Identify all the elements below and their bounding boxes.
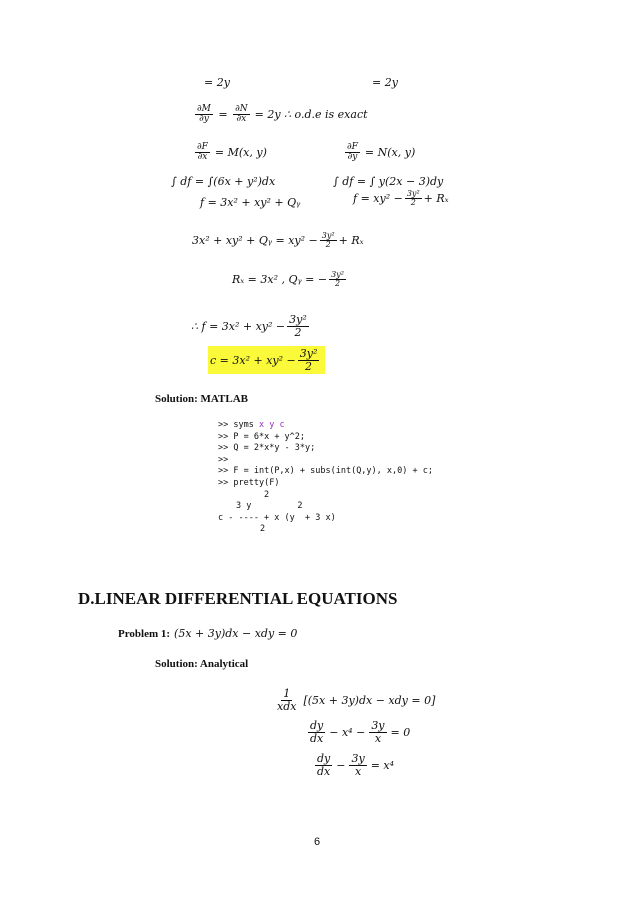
solution-analytical-label: Solution: Analytical (155, 658, 249, 670)
therefore-f: ∴ f = 3x² + xy² − $\frac{\text{3y²}}{2}$ (191, 313, 307, 339)
dx: ∂x (236, 114, 247, 125)
code-line: >> P = 6*x + y^2; (218, 431, 306, 442)
solution-matlab-label: Solution: MATLAB (155, 393, 249, 405)
code-output: 2 (264, 489, 270, 500)
dy: ∂y (199, 114, 209, 125)
partial-f-x: $\frac{\partial F}{\partial x}$ = M(x, y) (197, 142, 267, 163)
code-line: >> (218, 454, 229, 465)
partial-f-y: $\frac{\partial F}{\partial y}$ = N(x, y) (347, 142, 416, 163)
integral-left: ∫ df = ∫(6x + y²)dx (171, 175, 276, 188)
integral-right: ∫ df = ∫ y(2x − 3)dy (333, 175, 444, 188)
equation-2y-right: = 2y (372, 76, 398, 89)
equation-2y-left: = 2y (204, 76, 230, 89)
code-output: 2 (260, 524, 266, 535)
section-title: D.LINEAR DIFFERENTIAL EQUATIONS (78, 589, 398, 608)
linear-step-2: $\frac{dy}{dx}$ − x⁴ − $\frac{3y}{x}$ = 0 (310, 719, 411, 745)
problem-1: Problem 1: (5x + 3y)dx − xdy = 0 (118, 627, 298, 640)
code-output: 3 y 2 (236, 501, 303, 512)
exactness-statement: $\frac{\partial M}{\partial y}$ = $\frac{\partial N}{\partial x}$ = 2y ∴ o.d.e is exact (197, 104, 368, 125)
code-line: >> F = int(P,x) + subs(int(Q,y), x,0) + c; (218, 466, 433, 477)
linear-step-3: $\frac{dy}{dx}$ − $\frac{3y}{x}$ = x⁴ (317, 752, 395, 778)
r-q-values: Rₓ = 3x² , Qᵧ = − $\frac{\text{3y²}}{2}$ (232, 270, 344, 289)
code-output: c - ---- + x (y + 3 x) (218, 512, 336, 523)
f-left: f = 3x² + xy² + Qᵧ (200, 196, 301, 209)
linear-step-1: $\frac{1}{\text{xdx}}$ [(5x + 3y)dx − xdy = 0] (277, 687, 436, 713)
f-right: f = xy² − $\frac{\text{3y²}}{2}$ + Rₓ (353, 189, 449, 208)
exact-tail: = 2y ∴ o.d.e is exact (254, 108, 368, 122)
final-solution-highlight: c = 3x² + xy² − $\frac{\text{3y²}}{2}$ (208, 346, 325, 374)
dN: ∂N (235, 104, 248, 114)
matlab-code-block (218, 420, 433, 536)
page-number: 6 (314, 836, 321, 848)
code-line: >> Q = 2*x*y - 3*y; (218, 443, 316, 454)
dM: ∂M (197, 104, 211, 114)
code-line: >> pretty(F) (218, 477, 280, 488)
code-line: >> syms x y c (218, 420, 285, 430)
equate-line: 3x² + xy² + Qᵧ = xy² − $\frac{\text{3y²}}{2}$ + Rₓ (192, 231, 364, 250)
